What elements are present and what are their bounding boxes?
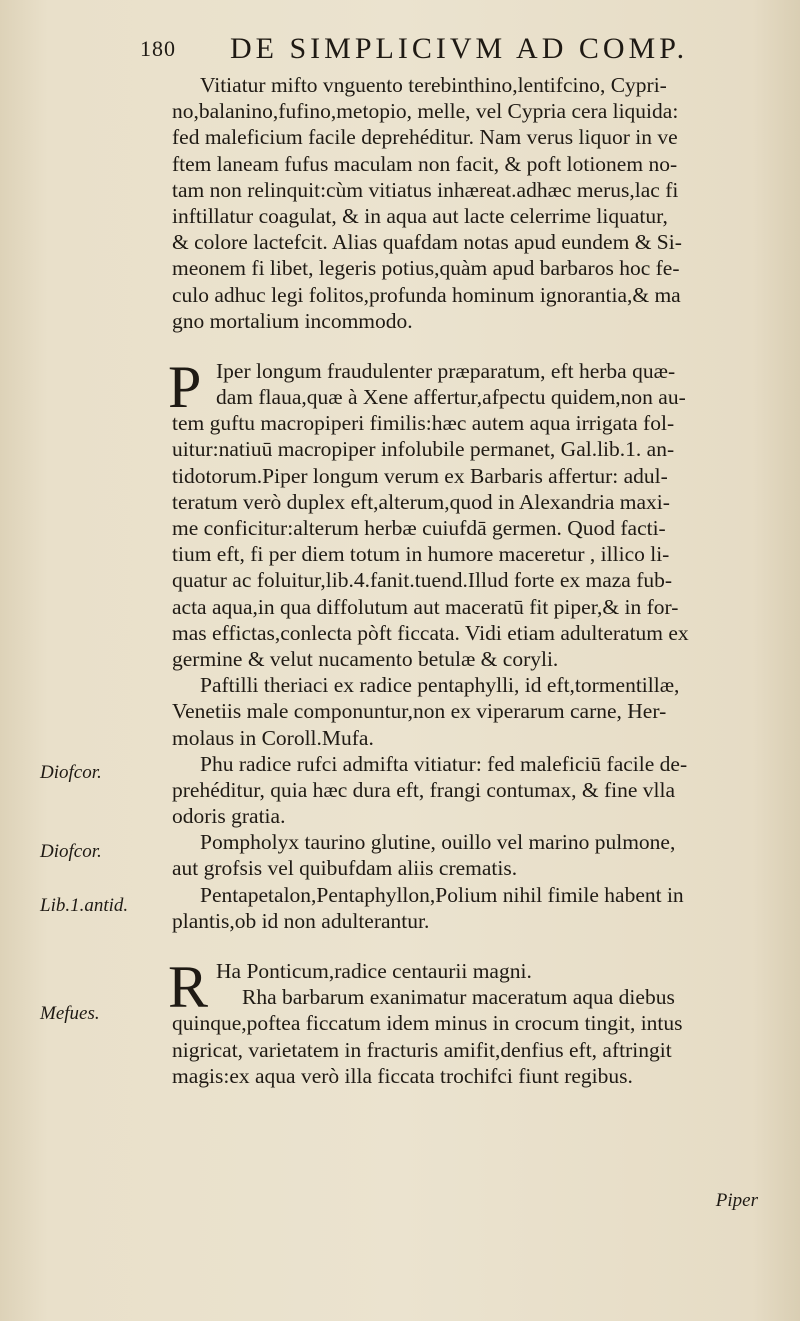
paragraph-pompholyx <box>172 829 762 881</box>
paragraph-piper-longum <box>168 353 762 672</box>
text-line: Pompholyx taurino glutine, ouillo vel marino pulmone, <box>200 830 676 855</box>
text-line: germine & velut nucamento betulæ & coryli. <box>172 646 559 671</box>
text-line: odoris gratia. <box>172 804 286 829</box>
drop-cap: R <box>168 954 209 1020</box>
text-line: Pentapetalon,Pentaphyllon,Polium nihil fimile habent in <box>200 882 684 907</box>
text-line: tam non relinquit:cùm vitiatus inhæreat.adhæc merus,lac fi <box>172 177 679 202</box>
text-line: mas effictas,conlecta pòft ficcata. Vidi etiam adulteratum ex <box>172 620 689 645</box>
text-line: quinque,poftea ficcatum idem minus in crocum tingit, intus <box>172 1011 683 1036</box>
text-line: culo adhuc legi folitos,profunda hominum ignorantia,& ma <box>172 282 681 307</box>
text-line: tium eft, fi per diem totum in humore maceretur , illico li- <box>172 542 670 567</box>
page-number: 180 <box>140 36 176 61</box>
paragraph-vitiatur <box>172 72 762 334</box>
text-line: magis:ex aqua verò illa ficcata trochifci fiunt regibus. <box>172 1063 633 1088</box>
text-line: & colore lactefcit. Alias quafdam notas apud eundem & Si- <box>172 230 682 255</box>
text-line: gno mortalium incommodo. <box>172 308 413 333</box>
paragraph-pentapetalon <box>172 882 762 934</box>
text-line: meonem fi libet, legeris potius,quàm apud barbaros hoc fe- <box>172 256 680 281</box>
text-line: dam flaua,quæ à Xene affertur,afpectu quidem,non au- <box>216 385 686 410</box>
text-body <box>168 72 762 1089</box>
text-line: prehéditur, quia hæc dura eft, frangi contumax, & fine vlla <box>172 777 676 802</box>
text-line: plantis,ob id non adulterantur. <box>172 908 430 933</box>
text-line: ftem laneam fufus maculam non facit, & poft lotionem no- <box>172 151 678 176</box>
running-head: DE SIMPLICIVM AD COMP. <box>230 32 689 65</box>
text-line: Rha barbarum exanimatur maceratum aqua diebus <box>242 985 675 1010</box>
text-line: molaus in Coroll.Mufa. <box>172 725 374 750</box>
paragraph-phu <box>172 751 762 830</box>
text-line: uitur:natiuū macropiper infolubile permanet, Gal.lib.1. an- <box>172 437 675 462</box>
drop-cap: P <box>168 353 202 420</box>
text-line: tem guftu macropiperi fimilis:hæc autem aqua irrigata fol- <box>172 411 675 436</box>
text-line: no,balanino,fufino,metopio, melle, vel Cypria cera liquida: <box>172 99 679 124</box>
text-line: Ha Ponticum,radice centaurii magni. <box>216 959 532 983</box>
text-line: acta aqua,in qua diffolutum aut maceratū fit piper,& in for- <box>172 594 679 619</box>
margin-note-lib-antid: Lib.1.antid. <box>40 895 129 916</box>
text-line: quatur ac foluitur,lib.4.fanit.tuend.Illud forte ex maza fub- <box>172 568 673 593</box>
text-line: Phu radice rufci admifta vitiatur: fed maleficiū facile de- <box>200 751 688 776</box>
page-header <box>140 30 720 70</box>
text-line: tidotorum.Piper longum verum ex Barbaris affertur: adul- <box>172 463 668 488</box>
text-line: aut grofsis vel quibufdam aliis crematis. <box>172 856 518 881</box>
text-line: me conficitur:alterum herbæ cuiufdā germen. Quod facti- <box>172 516 666 540</box>
text-line: nigricat, varietatem in fracturis amifit,denfius eft, aftringit <box>172 1037 672 1062</box>
text-line: fed maleficium facile deprehéditur. Nam verus liquor in ve <box>172 125 678 150</box>
paragraph-pastilli <box>172 672 762 751</box>
paragraph-rha <box>168 954 762 1089</box>
text-line: inftillatur coagulat, & in aqua aut lacte celerrime liquatur, <box>172 203 668 228</box>
text-line: Vitiatur mifto vnguento terebinthino,lentifcino, Cypri- <box>200 73 667 97</box>
margin-note-mesues: Mefues. <box>40 1003 100 1024</box>
margin-note-dioscor-2: Diofcor. <box>40 841 102 862</box>
text-line: Venetiis male componuntur,non ex viperarum carne, Her- <box>172 699 667 724</box>
text-line: teratum verò duplex eft,alterum,quod in Alexandria maxi- <box>172 489 670 514</box>
margin-note-dioscor: Diofcor. <box>40 762 102 783</box>
text-line: Paftilli theriaci ex radice pentaphylli, id eft,tormentillæ, <box>200 673 680 698</box>
text-line: Iper longum fraudulenter præparatum, eft herba quæ- <box>216 358 676 383</box>
catchword: Piper <box>715 1190 758 1211</box>
